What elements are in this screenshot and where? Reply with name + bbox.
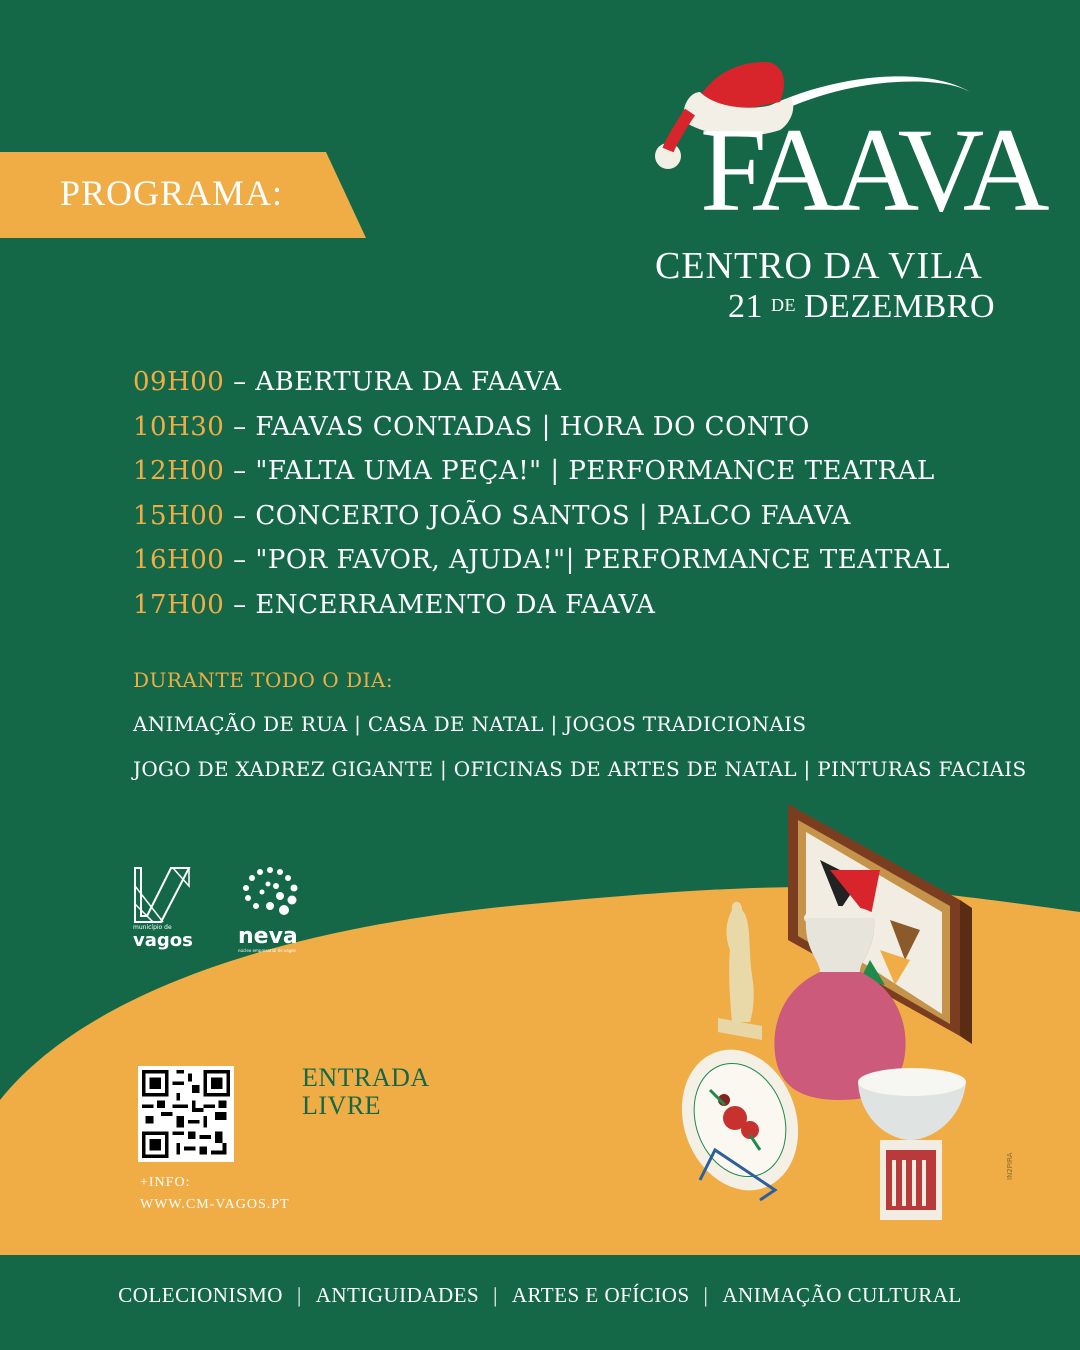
statue-icon <box>718 902 762 1040</box>
schedule-text: – CONCERTO JOÃO SANTOS | PALCO FAAVA <box>224 500 851 531</box>
footer-categories <box>0 1283 1080 1308</box>
neva-logo-text: neva <box>238 924 298 949</box>
schedule-time: 12H00 <box>133 456 225 486</box>
schedule-text: – ENCERRAMENTO DA FAAVA <box>224 589 656 620</box>
schedule-text: – "POR FAVOR, AJUDA!"| PERFORMANCE TEATRAL <box>224 545 951 575</box>
programa-label: PROGRAMA: <box>60 173 284 213</box>
schedule-item <box>133 498 950 543</box>
footer-item: COLECIONISMO <box>118 1283 283 1307</box>
qr-code[interactable] <box>138 1066 234 1162</box>
schedule-list <box>133 364 950 631</box>
schedule-item <box>133 587 950 632</box>
entrada-livre <box>302 1064 430 1120</box>
all-day-line-1: ANIMAÇÃO DE RUA | CASA DE NATAL | JOGOS TRADICIONAIS <box>133 712 807 736</box>
all-day-line-2: JOGO DE XADREZ GIGANTE | OFICINAS DE ARTES DE NATAL | PINTURAS FACIAIS <box>133 757 1027 781</box>
footer-separator: | <box>703 1283 709 1307</box>
bowl-on-pedestal-icon <box>858 1068 966 1220</box>
schedule-time: 10H30 <box>133 411 225 442</box>
all-day-heading: DURANTE TODO O DIA: <box>133 668 394 692</box>
schedule-time: 09H00 <box>133 367 225 397</box>
neva-logo-small-text: núcleo empresarial de vagos <box>238 948 296 953</box>
schedule-item <box>133 409 950 454</box>
neva-logo-icon <box>240 864 302 922</box>
antiques-illustration <box>680 800 1020 1220</box>
schedule-text: – FAAVAS CONTADAS | HORA DO CONTO <box>224 411 810 442</box>
schedule-item <box>133 453 950 498</box>
schedule-text: – "FALTA UMA PEÇA!" | PERFORMANCE TEATRAL <box>224 456 935 486</box>
schedule-time: 16H00 <box>133 545 225 575</box>
entrada-line-1: ENTRADA <box>302 1063 430 1092</box>
schedule-time: 15H00 <box>133 500 225 531</box>
more-info <box>140 1172 290 1216</box>
date-de: DE <box>771 295 796 315</box>
footer-separator: | <box>493 1283 498 1307</box>
logo-subtitle: CENTRO DA VILA <box>655 245 983 287</box>
designer-credit: IN2PIRA <box>1006 1152 1014 1180</box>
vagos-logo-icon <box>133 866 191 924</box>
footer-separator: | <box>296 1283 302 1307</box>
entrada-line-2: LIVRE <box>302 1091 382 1120</box>
date-month: DEZEMBRO <box>804 288 995 325</box>
website-link[interactable]: WWW.CM-VAGOS.PT <box>140 1197 290 1212</box>
schedule-time: 17H00 <box>133 589 225 620</box>
vagos-logo-small-text: município de <box>133 924 172 931</box>
date-day: 21 <box>728 288 763 325</box>
faava-logo-title: FAAVA <box>700 103 1044 236</box>
schedule-item <box>133 364 950 409</box>
vagos-logo-text: vagos <box>133 930 193 951</box>
event-date <box>728 288 995 326</box>
schedule-item <box>133 542 950 587</box>
footer-item: ANIMAÇÃO CULTURAL <box>722 1283 962 1307</box>
info-label: +INFO: <box>140 1175 191 1190</box>
footer-item: ANTIGUIDADES <box>315 1283 480 1307</box>
footer-item: ARTES E OFÍCIOS <box>511 1283 690 1307</box>
schedule-text: – ABERTURA DA FAAVA <box>224 367 562 397</box>
